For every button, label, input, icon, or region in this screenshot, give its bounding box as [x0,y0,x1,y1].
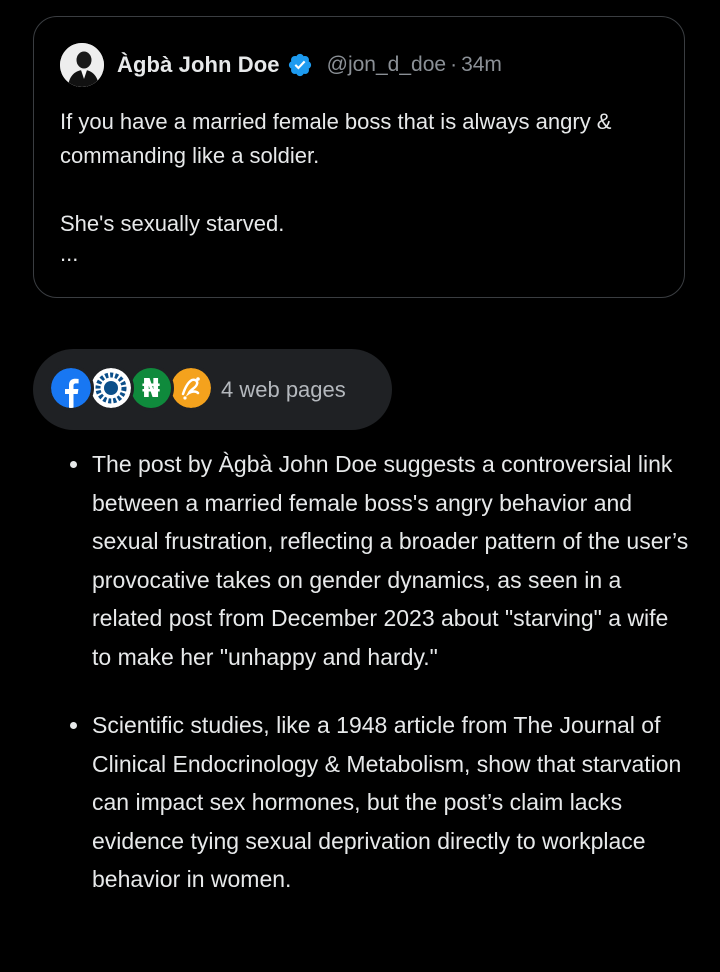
handle-and-time [327,53,502,77]
answer-bullet-list [60,445,690,929]
naira-icon [128,365,174,411]
svg-text:₦: ₦ [141,373,161,404]
list-item-text: The post by Àgbà John Doe suggests a controversial link between a married female boss's angry behavior and sexual frustration, reflecting a broader pattern of the user’s provocative takes on gender dynamics, as seen in a related post from December 2023 about "starving" a wife to make her "unhappy and hardy." [92,451,689,670]
bullet-dot [70,722,77,729]
list-item [60,706,690,899]
al-jazeera-icon [168,365,214,411]
quoted-post-text [60,105,660,267]
quoted-post-header [60,43,502,87]
facebook-icon [48,365,94,411]
verified-badge-icon [287,52,313,78]
web-sources-button[interactable] [33,349,392,430]
list-item [60,445,690,676]
author-name[interactable]: Àgbà John Doe [117,52,280,77]
list-item-text: Scientific studies, like a 1948 article from The Journal of Clinical Endocrinology & Metabolism, show that starvation can impact sex hormones, but the post’s claim lacks evidence tying sexual deprivation directly to workplace behavior in women. [92,712,682,892]
dot-separator: · [450,53,458,76]
post-text-line: She's sexually starved. [60,211,285,236]
post-text-ellipsis: ... [60,241,79,266]
source-favicons [48,363,216,417]
web-pages-count: 4 web pages [221,376,346,402]
avatar[interactable] [60,43,104,87]
bullet-dot [70,461,77,468]
post-text-line: If you have a married female boss that is always angry & commanding like a soldier. [60,109,612,168]
post-timestamp[interactable]: 34m [461,53,502,76]
circle-logo-icon [88,365,134,411]
author-handle[interactable]: @jon_d_doe [326,53,447,76]
quoted-post-card[interactable] [33,16,685,298]
